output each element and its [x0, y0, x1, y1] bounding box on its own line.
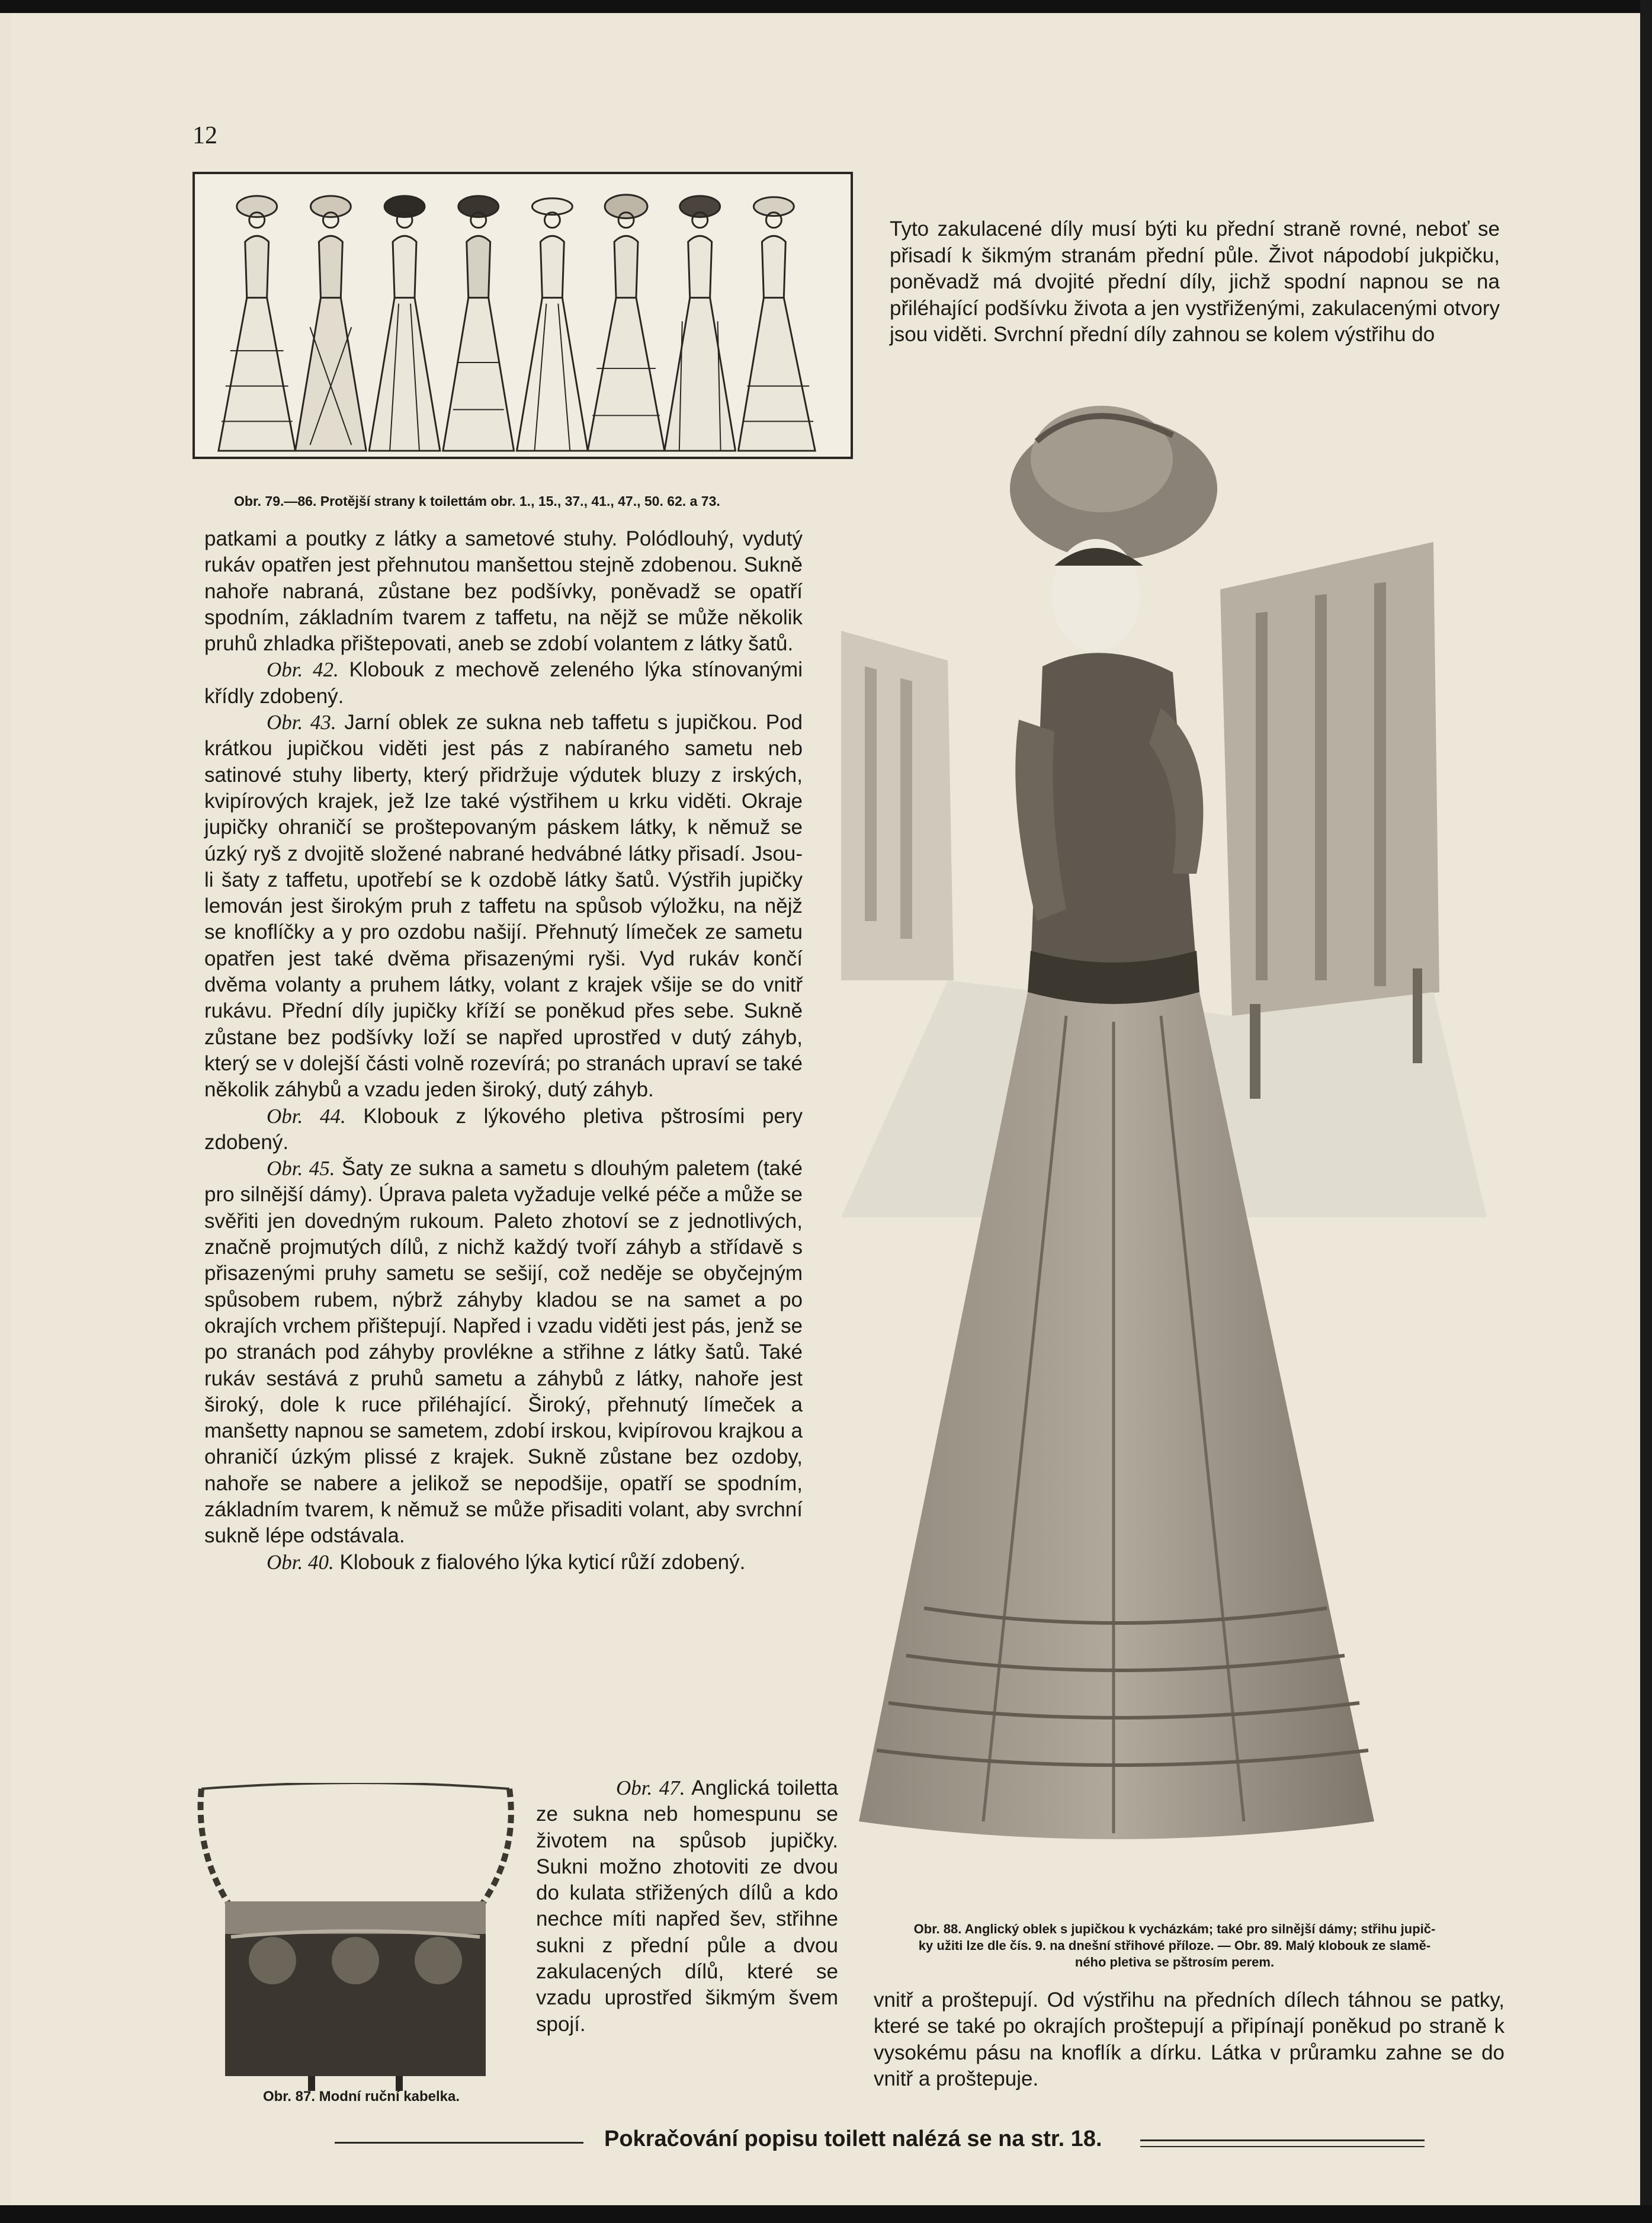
caption-woman-line-1: Obr. 88. Anglický oblek s jupičkou k vycházkám; také pro silnější dámy; střihu jupič- [913, 1922, 1436, 1936]
eight-women-illustration [195, 174, 851, 457]
scan-border-top [0, 0, 1652, 13]
caption-woman-figure [840, 1921, 1509, 1971]
obr-45-text: Šaty ze sukna a sametu s dlouhým paletem (také pro silnější dámy). Úprava paleta vyžaduje velké péče a může se svěřiti jen dovedným rukoum. Paleto zhotoví se z jednotlivých, značně projmutých dílů, z nichž každý tvoří záhyb a střídavě s přisazenými pruhy sametu se sešijí, což neděje se obyčejným spůsobem rubem, nýbrž záhyby kladou se na samet a po okrajích vrchem přištepují. Napřed i vzadu viděti jest pás, jenž se po stranách pod záhyby provlékne a střihne z látky šatů. Také rukáv sestává z pruhů sametu a záhybů z látky, nahoře jest široký, dole k ruce přiléhající. Široký, přehnutý límeček a manšetty napnou se sametem, zdobí irskou, kvipírovou krajkou a ohraničí úzkým plissé z krajek. Sukně zůstane bez ozdoby, nahoře se nabere a jelikož se nepodšije, opatří se spodním, základním tvarem, k němuž se může přisaditi volant, aby svrchní sukně lépe odstávala. [204, 1157, 803, 1548]
paragraph-continued: patkami a poutky z látky a sametové stuhy. Polódlouhý, vydutý rukáv opatřen jest přehnutou manšettou stejně zdobenou. Sukně nahoře nabraná, zůstane bez podšívky, poněvadž se opatří spodním, základním tvarem z taffetu, na nějž se může několik pruhů zhladka přištepovati, aneb se zdobí volantem z látky šatů. [204, 527, 803, 656]
handbag-drawing [190, 1783, 521, 2103]
footer-rule-right [1140, 2139, 1425, 2147]
obr-40-text: Klobouk z fialového lýka kyticí růží zdobený. [333, 1550, 746, 1574]
paragraph-obr-40 [204, 1550, 803, 1576]
scan-border-right [1640, 0, 1652, 2223]
scan-border-bottom [0, 2205, 1652, 2223]
caption-top-figure: Obr. 79.—86. Protější strany k toilettám obr. 1., 15., 37., 41., 47., 50. 62. a 73. [234, 493, 720, 509]
obr-42-text: Klobouk z mechově zeleného lýka stínovanými křídly zdobený. [204, 658, 803, 708]
page-number: 12 [193, 122, 217, 149]
obr-42-label: Obr. 42. [267, 658, 339, 682]
left-column-text [204, 526, 803, 1576]
obr-44-text: Klobouk z lýkového pletiva pštrosími pery zdobený. [204, 1104, 803, 1154]
paragraph-obr-45 [204, 1156, 803, 1549]
paragraph-obr-42 [204, 657, 803, 710]
handbag-illustration [190, 1783, 521, 2103]
caption-handbag: Obr. 87. Modní ruční kabelka. [262, 2089, 460, 2105]
obr-47-text: Anglická toiletta ze sukna neb homespunu se životem na spůsob jupičky. Sukni možno zhotoviti ze dvou do kulata střižených dílů a kdo nechce míti napřed šev, střihne sukni z přední půle a dvou zakulacených dílů, které se vzadu uprostřed šikmým švem spojí. [536, 1776, 838, 2036]
paragraph-obr-47 [536, 1775, 838, 2038]
footer-rule-left [335, 2142, 583, 2144]
paragraph-obr-43 [204, 710, 803, 1103]
obr-44-label: Obr. 44. [267, 1104, 346, 1128]
fashion-plate-eight-toilettes [193, 172, 853, 459]
middle-column-text [536, 1775, 838, 2038]
obr-47-label: Obr. 47. [616, 1776, 685, 1799]
fashion-plate-woman-street [841, 388, 1487, 1863]
caption-woman-line-3: ného pletiva se pštrosím perem. [1074, 1955, 1275, 1969]
page-footer [0, 2124, 1652, 2154]
footer-continuation-note: Pokračování popisu toilett nalézá se na str. 18. [604, 2126, 1102, 2151]
paragraph-right-bottom: vnitř a proštepují. Od výstřihu na předních dílech táhnou se patky, které se také po okrajích proštepují a připínají poněkud po straně k vysokému pásu na knoflík a dírku. Látka v průramku zahne se do vnitř a proštepuje. [874, 1988, 1505, 2090]
right-column-top-text [890, 216, 1500, 348]
obr-40-label: Obr. 40. [267, 1550, 334, 1574]
woman-walking-illustration [841, 388, 1487, 1863]
paragraph-obr-44 [204, 1104, 803, 1156]
caption-woman-line-2: ky užiti lze dle čís. 9. na dnešní střihové příloze. — Obr. 89. Malý klobouk ze slamě- [918, 1938, 1431, 1953]
obr-45-label: Obr. 45. [267, 1157, 335, 1181]
paragraph-right-top: Tyto zakulacené díly musí býti ku přední straně rovné, neboť se přisadí k šikmým stranám přední půle. Život nápodobí jukpičku, poněvadž má dvojité přední díly, jichž spodní napnou se na přiléhající podšívku života a jen vystřiženými, zakulacenými otvory jsou viděti. Svrchní přední díly zahnou se kolem výstřihu do [890, 217, 1500, 346]
obr-43-label: Obr. 43. [267, 711, 336, 734]
right-column-bottom-text [874, 1987, 1505, 2092]
obr-43-text: Jarní oblek ze sukna neb taffetu s jupičkou. Pod krátkou jupičkou viděti jest pás z nabíraného sametu neb satinové stuhy liberty, který přidržuje výdutek bluzy z irských, kvipírových krajek, jež lze také výstřihem u krku viděti. Okraje jupičky ohraničí se proštepovaným páskem látky, k němuž se úzký ryš z dvojitě složené nabrané hedvábné látky přisadí. Jsou-li šaty z taffetu, upotřebí se k ozdobě látky šatů. Výstřih jupičky lemován jest širokým pruh z taffetu na spůsob výložku, na nějž se knoflíčky a y pro ozdobu našijí. Přehnutý límeček ze sametu opatřen jest také dvěma přisazenými ryši. Vyd rukáv končí dvěma volanty a pruhem látky, volant z krajek všije se do vnitř rukávu. Přední díly jupičky kříží se poněkud přes sebe. Sukně zůstane bez podšívky loží se napřed uprostřed v dutý záhyb, který se v dolejší části volně rozevírá; po stranách upraví se také několik záhybů a vzadu jeden široký, dutý záhyb. [204, 711, 803, 1102]
